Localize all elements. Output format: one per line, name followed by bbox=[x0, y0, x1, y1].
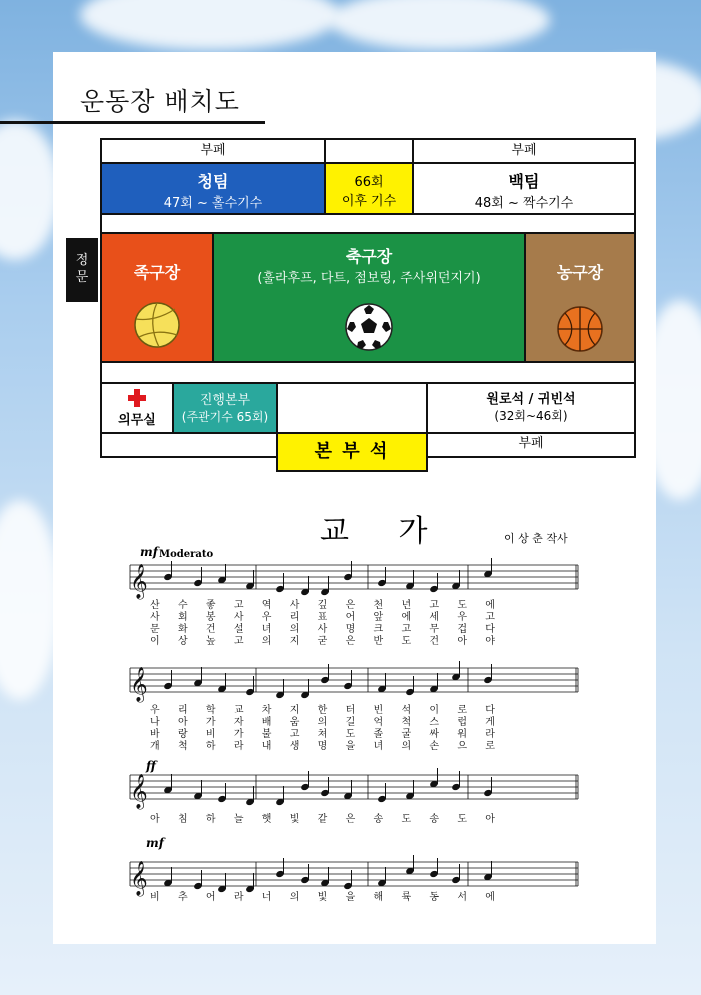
lyric-syllable: 녀 bbox=[261, 624, 272, 635]
lyric-syllable: 사 bbox=[289, 600, 300, 611]
lyric-syllable: 쳐 bbox=[317, 729, 328, 740]
lyric-syllable: 라 bbox=[233, 741, 244, 752]
lyric-syllable: 의 bbox=[261, 636, 272, 647]
lyric-syllable: 은 bbox=[345, 814, 356, 825]
lyric-syllable: 아 bbox=[150, 814, 160, 825]
lyric-syllable: 설 bbox=[233, 624, 244, 635]
lyric-syllable: 사 bbox=[233, 612, 244, 623]
lyric-syllable: 송 bbox=[429, 814, 440, 825]
lyric-syllable: 고 bbox=[429, 600, 440, 611]
lyric-syllable: 침 bbox=[177, 814, 188, 825]
treble-clef-icon: 𝄞 bbox=[130, 667, 148, 702]
lyric-syllable: 싸 bbox=[429, 729, 440, 740]
lyric-syllable: 도 bbox=[457, 600, 467, 611]
lyric-syllable: 에 bbox=[401, 612, 412, 623]
lyric-syllable: 빈 bbox=[373, 705, 384, 716]
lyrics-3-line1 bbox=[150, 814, 495, 826]
lyric-syllable: 앞 bbox=[373, 612, 384, 623]
lyric-syllable: 륙 bbox=[401, 892, 412, 903]
lyric-syllable: 로 bbox=[485, 741, 495, 752]
lyric-syllable: 송 bbox=[373, 814, 384, 825]
lyric-syllable: 리 bbox=[289, 612, 300, 623]
lyric-syllable: 깊 bbox=[317, 600, 328, 611]
lyric-syllable: 한 bbox=[317, 705, 328, 716]
lyric-syllable: 어 bbox=[345, 612, 356, 623]
lyric-syllable: 명 bbox=[345, 624, 356, 635]
lyric-syllable: 명 bbox=[317, 741, 328, 752]
cloud bbox=[0, 120, 60, 260]
lyric-syllable: 은 bbox=[345, 636, 356, 647]
lyric-syllable: 야 bbox=[485, 636, 495, 647]
lyric-syllable: 고 bbox=[289, 729, 300, 740]
lyric-syllable: 산 bbox=[150, 600, 160, 611]
lyric-syllable: 의 bbox=[317, 717, 328, 728]
lyric-syllable: 크 bbox=[373, 624, 384, 635]
lyric-syllable: 에 bbox=[485, 600, 495, 611]
lyric-syllable: 아 bbox=[485, 814, 495, 825]
lyric-syllable: 추 bbox=[177, 892, 188, 903]
page-title: 운동장 배치도 bbox=[80, 87, 240, 116]
hq-name: 진행본부 bbox=[199, 393, 251, 408]
lyric-syllable: 같 bbox=[317, 814, 328, 825]
lyrics-2-line2 bbox=[150, 717, 495, 729]
lyric-syllable: 좋 bbox=[205, 600, 216, 611]
lyric-syllable: 반 bbox=[373, 636, 384, 647]
lyric-syllable: 굴 bbox=[401, 729, 412, 740]
lyric-syllable: 도 bbox=[457, 814, 467, 825]
red-cross-icon bbox=[126, 387, 148, 409]
lyric-syllable: 지 bbox=[289, 636, 300, 647]
lyric-syllable: 가 bbox=[205, 717, 216, 728]
lyric-syllable: 어 bbox=[205, 892, 216, 903]
lyric-syllable: 척 bbox=[177, 741, 188, 752]
lyrics-4-line1 bbox=[150, 892, 495, 904]
lyric-syllable: 역 bbox=[261, 600, 272, 611]
first-aid-room bbox=[100, 382, 174, 434]
lyric-syllable: 게 bbox=[485, 717, 495, 728]
lyric-syllable: 건 bbox=[429, 636, 440, 647]
headquarters bbox=[172, 382, 278, 434]
lyric-syllable: 너 bbox=[261, 892, 272, 903]
lyric-syllable: 에 bbox=[485, 892, 495, 903]
soccer-ball-icon bbox=[344, 302, 394, 352]
lyric-syllable: 이 bbox=[150, 636, 160, 647]
lyric-syllable: 해 bbox=[373, 892, 384, 903]
lyric-syllable: 불 bbox=[261, 729, 272, 740]
lyrics-2-line4 bbox=[150, 741, 495, 753]
lyric-syllable: 생 bbox=[289, 741, 300, 752]
lyric-syllable: 고 bbox=[233, 636, 244, 647]
lyrics-2-line3 bbox=[150, 729, 495, 741]
main-gate bbox=[66, 238, 98, 302]
lyrics-1-line1 bbox=[150, 600, 495, 612]
lyric-syllable: 사 bbox=[317, 624, 328, 635]
lyric-syllable: 리 bbox=[177, 705, 188, 716]
basketball-court-label: 농구장 bbox=[556, 263, 604, 282]
lyric-syllable: 나 bbox=[150, 717, 160, 728]
lyric-syllable: 봉 bbox=[205, 612, 216, 623]
main-stand: 본 부 석 bbox=[276, 432, 428, 472]
lyric-syllable: 우 bbox=[457, 612, 467, 623]
lyric-syllable: 학 bbox=[205, 705, 216, 716]
lyric-syllable: 지 bbox=[289, 705, 300, 716]
lyric-syllable: 우 bbox=[150, 705, 160, 716]
lyric-syllable: 천 bbox=[373, 600, 384, 611]
lyric-syllable: 라 bbox=[485, 729, 495, 740]
lyric-syllable: 손 bbox=[429, 741, 440, 752]
dynamic-mark-1: mf bbox=[140, 545, 158, 559]
cloud bbox=[80, 0, 340, 50]
blue-team-name: 청팀 bbox=[197, 172, 229, 191]
lyric-syllable: 척 bbox=[401, 717, 412, 728]
lyric-syllable: 도 bbox=[345, 729, 356, 740]
lyric-syllable: 아 bbox=[177, 717, 188, 728]
blue-team-desc: 47회 ~ 홀수기수 bbox=[163, 196, 263, 211]
lyric-syllable: 높 bbox=[205, 636, 216, 647]
lyric-syllable: 이 bbox=[429, 705, 440, 716]
lyric-syllable: 내 bbox=[261, 741, 272, 752]
elder-guest-seats bbox=[426, 382, 636, 434]
lyric-syllable: 수 bbox=[177, 600, 188, 611]
lyric-syllable: 도 bbox=[401, 636, 412, 647]
lyric-syllable: 은 bbox=[345, 600, 356, 611]
basketball-icon bbox=[556, 305, 604, 353]
buffet-top-right: 부페 bbox=[412, 138, 636, 164]
lyric-syllable: 비 bbox=[150, 892, 160, 903]
alumni-66-area bbox=[324, 162, 414, 215]
lyric-syllable: 길 bbox=[345, 717, 356, 728]
song-author: 이 상 춘 작사 bbox=[504, 532, 568, 545]
lyric-syllable: 라 bbox=[233, 892, 244, 903]
tempo-mark: Moderato bbox=[159, 549, 214, 560]
lyric-syllable: 로 bbox=[457, 705, 467, 716]
lyric-syllable: 터 bbox=[345, 705, 356, 716]
lyric-syllable: 겁 bbox=[457, 624, 467, 635]
lyric-syllable: 녀 bbox=[373, 741, 384, 752]
white-team-desc: 48회 ~ 짝수기수 bbox=[474, 196, 574, 211]
buffet-top-left: 부페 bbox=[100, 138, 326, 164]
lyric-syllable: 하 bbox=[205, 741, 216, 752]
staff-2 bbox=[130, 668, 578, 692]
lyric-syllable: 을 bbox=[345, 741, 356, 752]
lyric-syllable: 상 bbox=[177, 636, 188, 647]
lyric-syllable: 무 bbox=[429, 624, 440, 635]
buffet-bottom-right: 부페 bbox=[426, 432, 636, 458]
cloud bbox=[0, 500, 60, 700]
lyrics-1-line3 bbox=[150, 624, 495, 636]
lyric-syllable: 비 bbox=[205, 729, 216, 740]
song-title: 교 가 bbox=[320, 514, 448, 549]
lyric-syllable: 차 bbox=[261, 705, 272, 716]
lyric-syllable: 랑 bbox=[177, 729, 188, 740]
cloud bbox=[330, 0, 550, 50]
lyric-syllable: 고 bbox=[485, 612, 495, 623]
blue-team-area bbox=[100, 162, 326, 215]
lyric-syllable: 의 bbox=[401, 741, 412, 752]
lyric-syllable: 화 bbox=[177, 624, 188, 635]
lyric-syllable: 가 bbox=[233, 729, 244, 740]
treble-clef-icon: 𝄞 bbox=[130, 774, 148, 809]
lyric-syllable: 빛 bbox=[289, 814, 300, 825]
elder-seats-name: 원로석 / 귀빈석 bbox=[486, 392, 576, 407]
lyric-syllable: 개 bbox=[150, 741, 160, 752]
alumni-66-line1: 66회 bbox=[354, 175, 384, 190]
dynamic-mark-3: mf bbox=[146, 836, 164, 850]
alumni-66-line2: 이후 기수 bbox=[341, 194, 397, 209]
soccer-field-label: 축구장 bbox=[345, 247, 393, 266]
lyric-syllable: 의 bbox=[289, 892, 300, 903]
lyric-syllable: 다 bbox=[485, 705, 495, 716]
white-team-name: 백팀 bbox=[508, 172, 540, 191]
main-gate-line1: 정 bbox=[75, 253, 89, 268]
soccer-field-desc: (훌라후프, 다트, 점보링, 주사위던지기) bbox=[257, 271, 481, 286]
first-aid-label: 의무실 bbox=[118, 413, 156, 428]
lyric-syllable: 의 bbox=[289, 624, 300, 635]
lyric-syllable: 배 bbox=[261, 717, 272, 728]
volleyball-court-label: 족구장 bbox=[133, 263, 181, 282]
lyric-syllable: 햇 bbox=[261, 814, 272, 825]
lyrics-1-line2 bbox=[150, 612, 495, 624]
lyric-syllable: 고 bbox=[401, 624, 412, 635]
treble-clef-icon: 𝄞 bbox=[130, 861, 148, 896]
lyric-syllable: 세 bbox=[429, 612, 440, 623]
lyric-syllable: 하 bbox=[205, 814, 216, 825]
lyric-syllable: 빛 bbox=[317, 892, 328, 903]
lyric-syllable: 회 bbox=[177, 612, 188, 623]
lyric-syllable: 바 bbox=[150, 729, 160, 740]
volleyball-icon bbox=[133, 301, 181, 349]
lyric-syllable: 자 bbox=[233, 717, 244, 728]
white-team-area bbox=[412, 162, 636, 215]
lyric-syllable: 워 bbox=[457, 729, 467, 740]
hq-desc: (주관기수 65회) bbox=[181, 410, 269, 424]
lyric-syllable: 년 bbox=[401, 600, 412, 611]
lyric-syllable: 도 bbox=[401, 814, 412, 825]
treble-clef-icon: 𝄞 bbox=[130, 564, 148, 599]
lyric-syllable: 석 bbox=[401, 705, 412, 716]
lyrics-1-line4 bbox=[150, 636, 495, 648]
lyric-syllable: 건 bbox=[205, 624, 216, 635]
empty-area bbox=[276, 382, 428, 434]
lyric-syllable: 늘 bbox=[233, 814, 244, 825]
lyric-syllable: 표 bbox=[317, 612, 328, 623]
lyric-syllable: 우 bbox=[261, 612, 272, 623]
lyric-syllable: 교 bbox=[233, 705, 244, 716]
lyric-syllable: 고 bbox=[233, 600, 244, 611]
lyric-syllable: 사 bbox=[150, 612, 160, 623]
lyric-syllable: 동 bbox=[429, 892, 440, 903]
lyric-syllable: 스 bbox=[429, 717, 440, 728]
dynamic-mark-2: ff bbox=[146, 759, 156, 773]
lyric-syllable: 움 bbox=[289, 717, 300, 728]
lyric-syllable: 으 bbox=[457, 741, 467, 752]
lyric-syllable: 다 bbox=[485, 624, 495, 635]
lyric-syllable: 럽 bbox=[457, 717, 467, 728]
lyric-syllable: 졸 bbox=[373, 729, 384, 740]
lyric-syllable: 아 bbox=[457, 636, 467, 647]
lyric-syllable: 을 bbox=[345, 892, 356, 903]
elder-seats-desc: (32회~46회) bbox=[494, 409, 568, 423]
lyric-syllable: 서 bbox=[457, 892, 467, 903]
title-underline bbox=[0, 121, 265, 124]
staff-4 bbox=[130, 862, 578, 886]
lyrics-2-line1 bbox=[150, 705, 495, 717]
lyric-syllable: 굳 bbox=[317, 636, 328, 647]
lyric-syllable: 억 bbox=[373, 717, 384, 728]
lyric-syllable: 문 bbox=[150, 624, 160, 635]
main-gate-line2: 문 bbox=[75, 270, 89, 285]
